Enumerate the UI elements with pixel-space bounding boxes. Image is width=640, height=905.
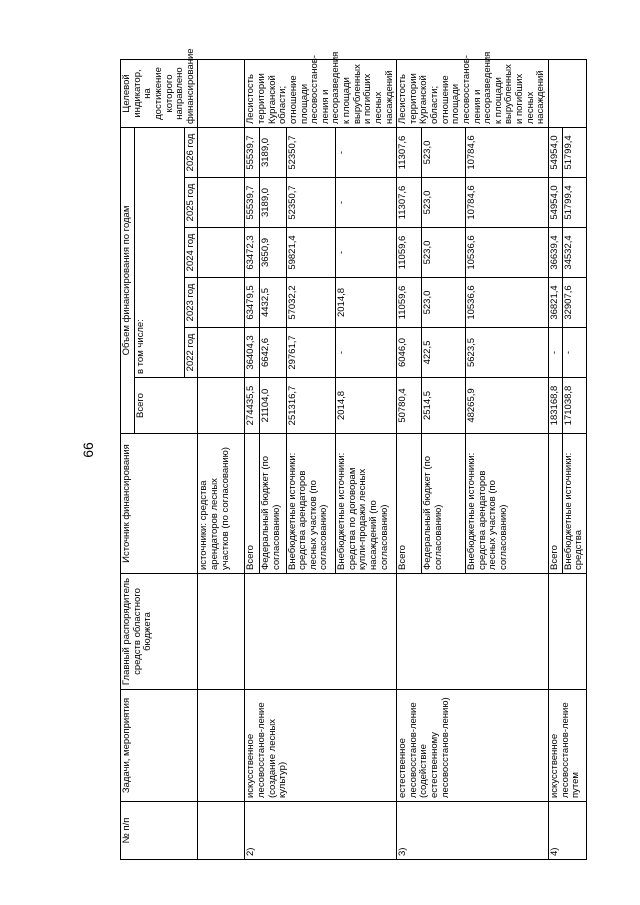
cont-manager xyxy=(198,574,245,690)
row-y2024: 59821,4 xyxy=(286,228,335,278)
row-y2024: 34532,4 xyxy=(562,228,586,278)
cont-y2026 xyxy=(198,128,245,178)
row-manager xyxy=(397,574,549,690)
rotated-table xyxy=(120,48,585,860)
row-y2024: 36639,4 xyxy=(548,228,562,278)
row-source: Всего xyxy=(245,434,260,574)
row-num: 4) xyxy=(548,802,586,860)
cont-num xyxy=(198,802,245,860)
row-num: 2) xyxy=(245,802,397,860)
table-row xyxy=(245,60,260,860)
cont-task xyxy=(198,690,245,802)
row-y2026: 3189,0 xyxy=(260,128,286,178)
row-y2022: 5623,5 xyxy=(466,328,549,378)
cont-y2025 xyxy=(198,178,245,228)
row-y2023: 11059,6 xyxy=(397,278,422,328)
continuation-row xyxy=(198,60,245,860)
row-y2023: 4432,5 xyxy=(260,278,286,328)
row-target xyxy=(548,60,586,128)
row-y2024: 3650,9 xyxy=(260,228,286,278)
row-target: Лесистость территории Курганской области; отношение площади лесовосстанов-ления и лесоразведения к площади вырубленных и погибших лесных насаждений xyxy=(397,60,549,128)
header-task: Задачи, мероприятия xyxy=(121,690,198,802)
row-total: 21104,0 xyxy=(260,378,286,434)
header-num: № п/п xyxy=(121,802,198,860)
header-total: Всего xyxy=(134,378,198,434)
cont-y2022 xyxy=(198,328,245,378)
header-y2025: 2025 год xyxy=(184,178,198,228)
row-target: Лесистость территории Курганской области; отношение площади лесовосстанов-ления и лесоразведения к площади вырубленных и погибших лесных насаждений xyxy=(245,60,397,128)
row-manager xyxy=(548,574,586,690)
row-y2024: - xyxy=(336,228,397,278)
header-row-1 xyxy=(121,60,135,860)
header-y2023: 2023 год xyxy=(184,278,198,328)
row-source: Внебюджетные источники: средства xyxy=(562,434,586,574)
row-y2025: 52350,7 xyxy=(286,178,335,228)
header-manager: Главный распорядитель средств областного бюджета xyxy=(121,574,198,690)
header-incl: в том числе: xyxy=(134,128,184,378)
row-source: Внебюджетные источники: средства арендаторов лесных участков (по согласованию) xyxy=(286,434,335,574)
row-source: Всего xyxy=(397,434,422,574)
row-y2022: 29761,7 xyxy=(286,328,335,378)
row-total: 50780,4 xyxy=(397,378,422,434)
row-y2024: 63472,3 xyxy=(245,228,260,278)
row-num: 3) xyxy=(397,802,549,860)
row-y2022: 422,5 xyxy=(421,328,465,378)
row-y2024: 523,0 xyxy=(421,228,465,278)
row-y2022: - xyxy=(336,328,397,378)
cont-y2023 xyxy=(198,278,245,328)
financing-table-area xyxy=(120,48,585,860)
row-y2022: - xyxy=(562,328,586,378)
row-total: 171038,8 xyxy=(562,378,586,434)
row-y2023: 57032,2 xyxy=(286,278,335,328)
header-source: Источник финансирования xyxy=(121,434,198,574)
row-y2023: 36821,4 xyxy=(548,278,562,328)
row-total: 183168,8 xyxy=(548,378,562,434)
row-y2026: 55539,7 xyxy=(245,128,260,178)
row-y2026: 523,0 xyxy=(421,128,465,178)
row-source: Федеральный бюджет (по согласованию) xyxy=(260,434,286,574)
table-row xyxy=(548,60,562,860)
row-total: 2014,8 xyxy=(336,378,397,434)
row-y2025: 51799,4 xyxy=(562,178,586,228)
row-source: Внебюджетные источники: средства по договорам купли-продажи лесных насаждений (по согласованию) xyxy=(336,434,397,574)
row-y2022: 6642,6 xyxy=(260,328,286,378)
row-manager xyxy=(245,574,397,690)
row-y2026: 11307,6 xyxy=(397,128,422,178)
row-y2026: 10784,6 xyxy=(466,128,549,178)
row-y2026: 52350,7 xyxy=(286,128,335,178)
row-y2025: 11307,6 xyxy=(397,178,422,228)
row-y2024: 10536,6 xyxy=(466,228,549,278)
cont-source: источники: средства арендаторов лесных участков (по согласованию) xyxy=(198,434,245,574)
row-y2023: 63479,5 xyxy=(245,278,260,328)
cont-target xyxy=(198,60,245,128)
row-y2023: 10536,6 xyxy=(466,278,549,328)
row-y2026: 51799,4 xyxy=(562,128,586,178)
row-y2026: - xyxy=(336,128,397,178)
row-y2025: 3189,0 xyxy=(260,178,286,228)
row-source: Внебюджетные источники: средства арендаторов лесных участков (по согласованию) xyxy=(466,434,549,574)
cont-y2024 xyxy=(198,228,245,278)
row-source: Всего xyxy=(548,434,562,574)
header-target: Целевой индикатор, на достижение которого направлено финансирование xyxy=(121,60,198,128)
row-y2022: 6046,0 xyxy=(397,328,422,378)
row-total: 48265,9 xyxy=(466,378,549,434)
row-y2025: 55539,7 xyxy=(245,178,260,228)
row-y2023: 32907,6 xyxy=(562,278,586,328)
row-y2024: 11059,6 xyxy=(397,228,422,278)
row-y2023: 523,0 xyxy=(421,278,465,328)
row-task: искусственное лесовосстанов-ление путем xyxy=(548,690,586,802)
row-task: естественное лесовосстанов-ление (содействие естественному лесовосстанов-лению) xyxy=(397,690,549,802)
header-volume: Объем финансирования по годам xyxy=(121,128,135,434)
row-y2025: 54954,0 xyxy=(548,178,562,228)
table-row xyxy=(397,60,422,860)
row-total: 274435,5 xyxy=(245,378,260,434)
row-y2025: - xyxy=(336,178,397,228)
page-number: 66 xyxy=(80,442,96,458)
header-y2024: 2024 год xyxy=(184,228,198,278)
cont-total xyxy=(198,378,245,434)
row-y2025: 10784,6 xyxy=(466,178,549,228)
header-y2022: 2022 год xyxy=(184,328,198,378)
row-y2025: 523,0 xyxy=(421,178,465,228)
financing-table xyxy=(120,48,587,860)
row-source: Федеральный бюджет (по согласованию) xyxy=(421,434,465,574)
row-total: 251316,7 xyxy=(286,378,335,434)
row-y2022: - xyxy=(548,328,562,378)
row-y2026: 54954,0 xyxy=(548,128,562,178)
row-task: искусственное лесовосстанов-ление (создание лесных культур) xyxy=(245,690,397,802)
row-total: 2514,5 xyxy=(421,378,465,434)
row-y2023: 2014,8 xyxy=(336,278,397,328)
row-y2022: 36404,3 xyxy=(245,328,260,378)
header-y2026: 2026 год xyxy=(184,128,198,178)
